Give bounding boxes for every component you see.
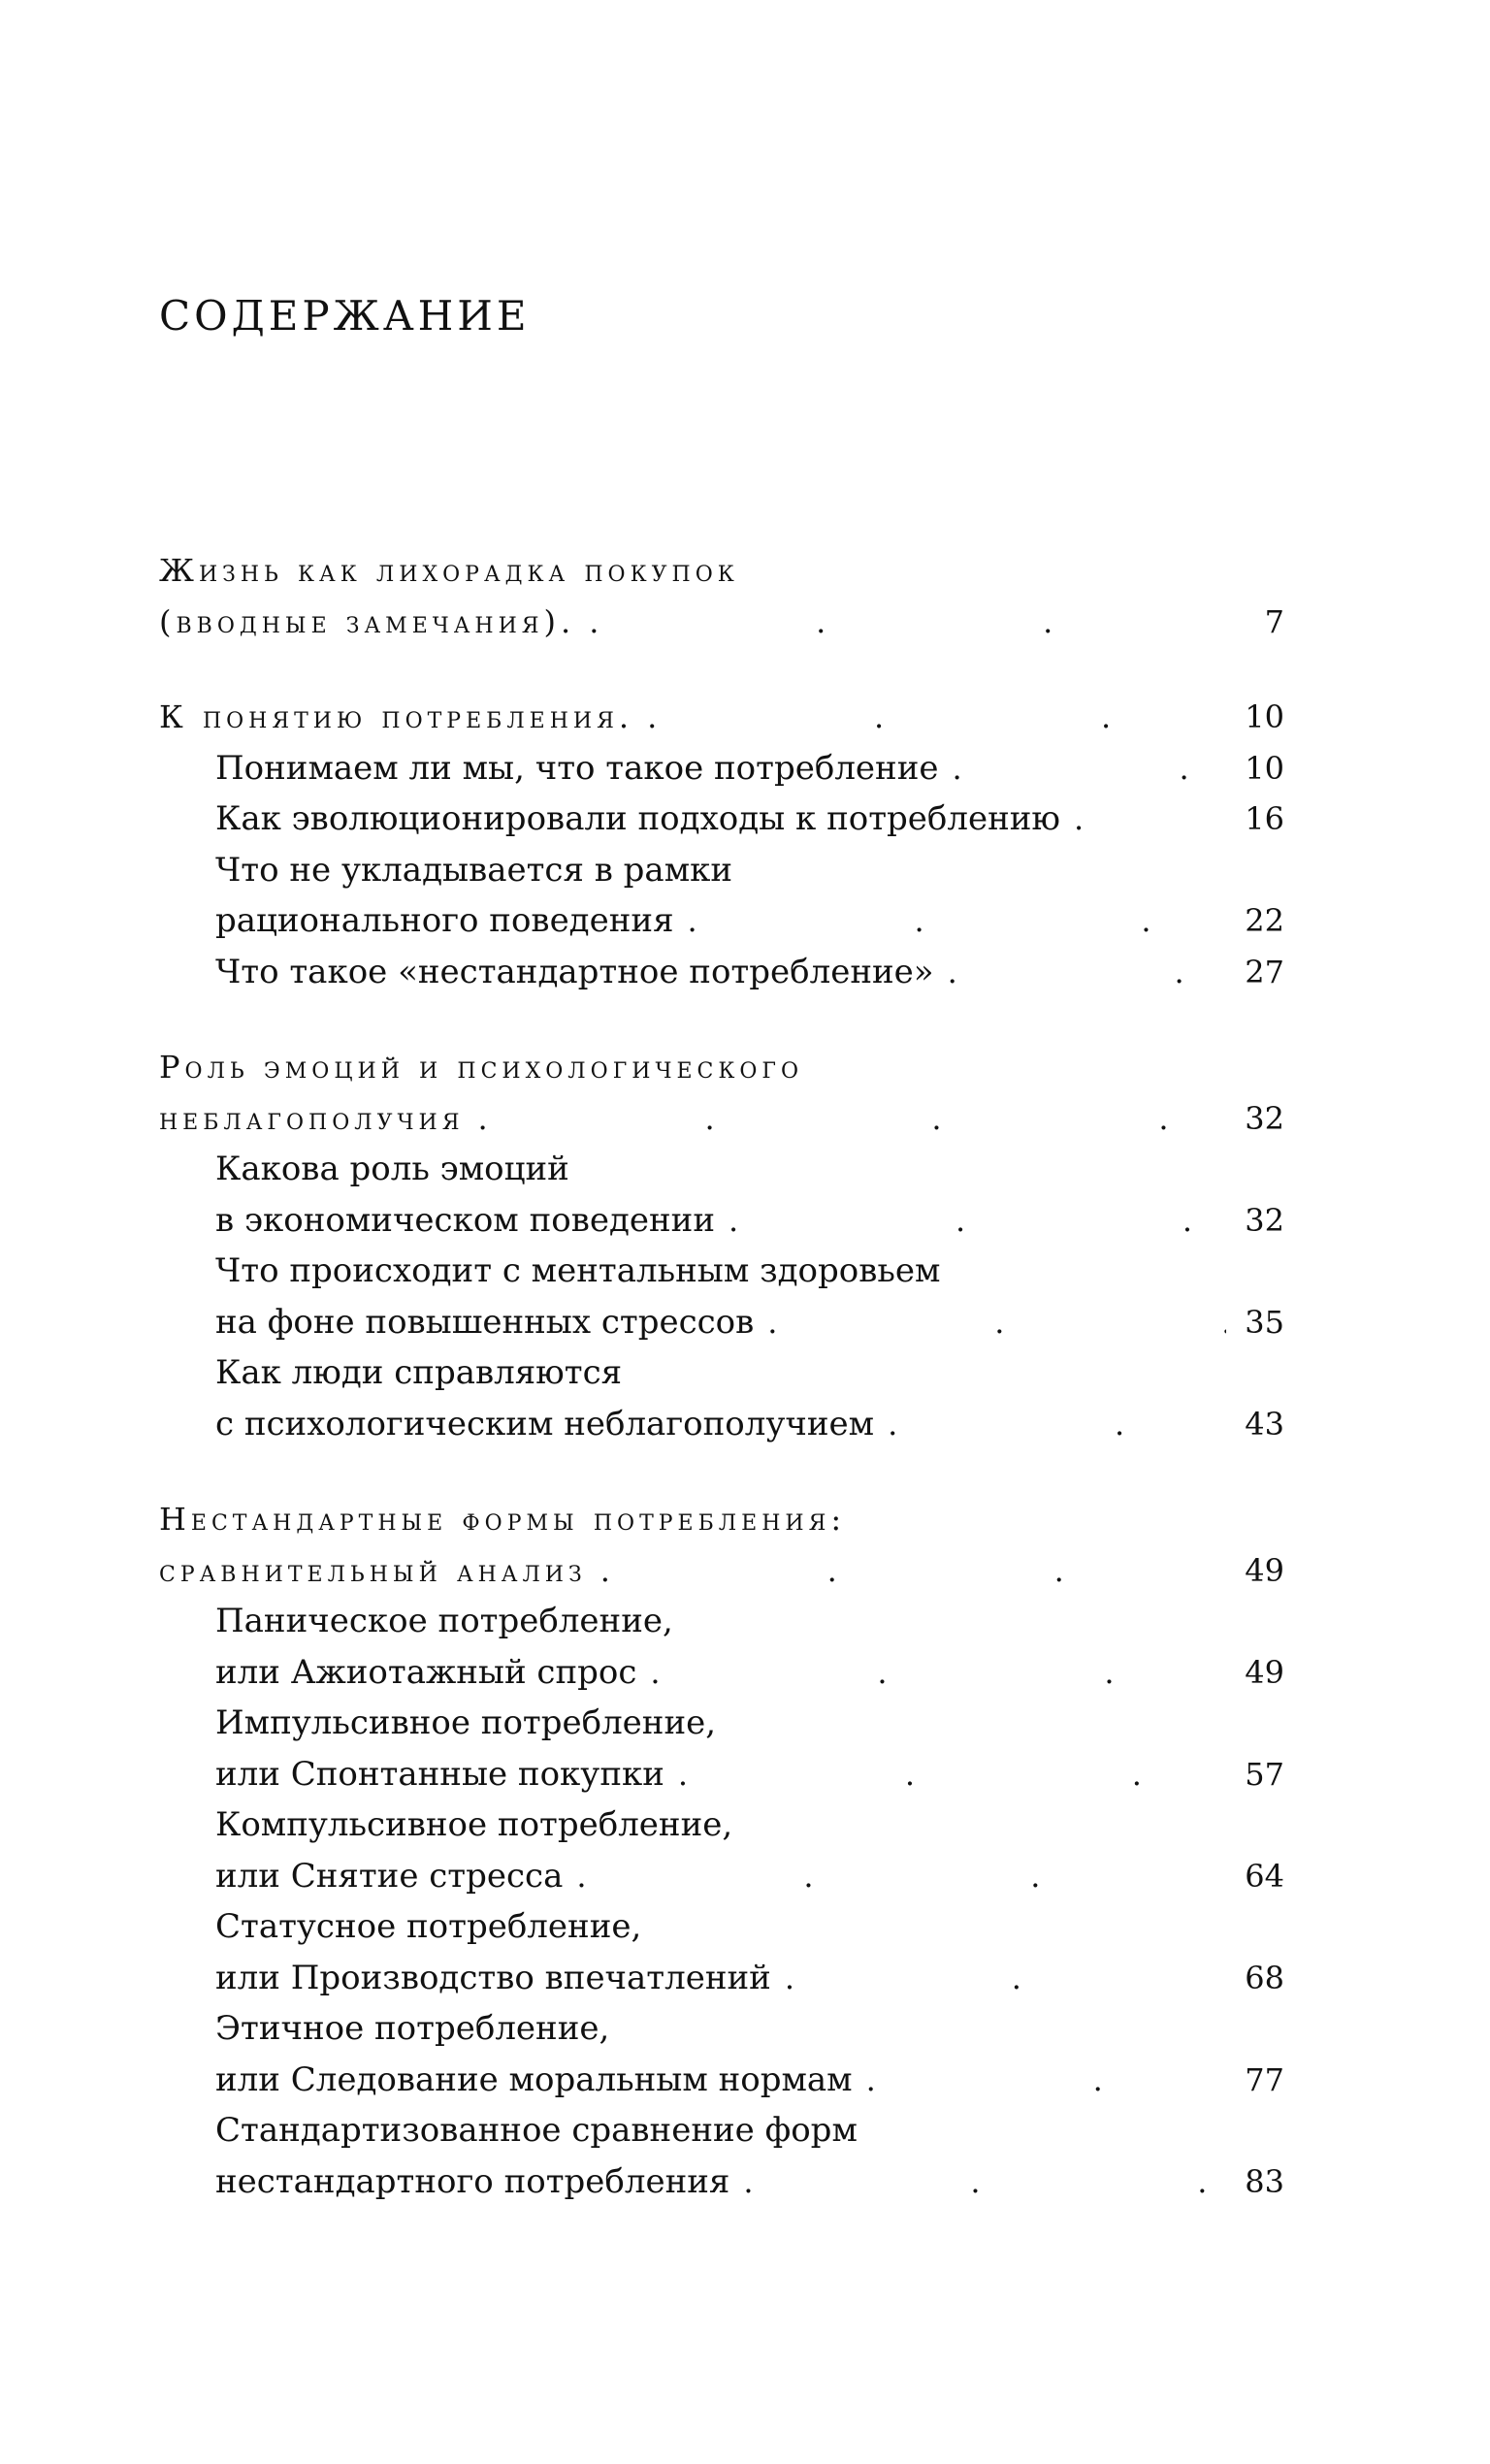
toc-sub-entry[interactable] (159, 1647, 1284, 1699)
toc-sub-entry[interactable] (159, 2003, 1284, 2055)
toc-leader-dots (729, 2156, 1226, 2208)
toc-leader-dots (771, 1953, 1226, 2004)
toc-page-number: 27 (1245, 953, 1284, 990)
toc-title: СОДЕРЖАНИЕ (159, 292, 531, 340)
toc-sub-entry[interactable] (159, 1698, 1284, 1749)
toc-page-number: 22 (1245, 902, 1284, 939)
toc-leader-dots (464, 1093, 1226, 1145)
toc-part-entry[interactable] (159, 597, 1284, 648)
toc-part-entry[interactable] (159, 692, 1284, 743)
toc-sub-entry[interactable] (159, 1851, 1284, 1902)
toc-section (159, 545, 1284, 647)
toc-leader-dots (575, 597, 1226, 648)
toc-entry-text: Нестандартные формы потребления: (159, 1501, 847, 1538)
toc-sub-entry[interactable] (159, 1596, 1284, 1647)
toc-sub-entry[interactable] (159, 1347, 1284, 1399)
toc-entry-text: или Производство впечатлений (215, 1958, 771, 1997)
toc-entry-text: Как эволюционировали подходы к потреблению (215, 799, 1061, 838)
toc-entry-text: в экономическом поведении (215, 1200, 715, 1240)
toc-entry-text: К понятию потребления. (159, 698, 634, 735)
toc-sub-entry[interactable] (159, 2156, 1284, 2208)
toc-part-entry[interactable] (159, 1042, 1284, 1093)
toc-entry-text: Жизнь как лихорадка покупок (159, 552, 739, 589)
toc-page-number: 49 (1245, 1653, 1284, 1691)
toc-part-entry[interactable] (159, 1545, 1284, 1597)
toc-entry-text: нестандартного потребления (215, 2161, 730, 2201)
toc-entry-text: сравнительный анализ (159, 1551, 587, 1589)
toc-entry-text: неблагополучия (159, 1099, 465, 1137)
toc-leader-dots (587, 1545, 1226, 1597)
toc-sub-entry[interactable] (159, 2105, 1284, 2156)
toc-leader-dots (1060, 794, 1226, 845)
toc-leader-dots (934, 947, 1226, 998)
toc-entry-text: с психологическим неблагополучием (215, 1404, 875, 1443)
toc-page-number: 35 (1245, 1303, 1284, 1341)
toc-entry-text: на фоне повышенных стрессов (215, 1302, 755, 1342)
toc-sub-entry[interactable] (159, 794, 1284, 845)
toc-entry-text: (вводные замечания). (159, 602, 576, 640)
toc-list (159, 545, 1284, 2207)
toc-page-number: 64 (1245, 1857, 1284, 1895)
toc-sub-entry[interactable] (159, 2055, 1284, 2106)
toc-entry-text: Роль эмоций и психологического (159, 1049, 804, 1086)
toc-entry-text: Что происходит с ментальным здоровьем (215, 1251, 941, 1290)
toc-entry-text: Что такое «нестандартное потребление» (215, 952, 934, 991)
toc-page-number: 83 (1245, 2162, 1284, 2200)
toc-sub-entry[interactable] (159, 1195, 1284, 1247)
toc-page-number: 16 (1245, 800, 1284, 837)
toc-sub-entry[interactable] (159, 895, 1284, 947)
toc-leader-dots (674, 895, 1226, 947)
toc-entry-text: Компульсивное потребление, (215, 1805, 733, 1844)
toc-sub-entry[interactable] (159, 1799, 1284, 1851)
toc-page-number: 10 (1245, 749, 1284, 787)
toc-part-entry[interactable] (159, 1494, 1284, 1545)
toc-page-number: 10 (1245, 698, 1284, 735)
toc-leader-dots (633, 692, 1226, 743)
toc-entry-text: Этичное потребление, (215, 2009, 610, 2048)
toc-page-number: 49 (1245, 1551, 1284, 1589)
toc-sub-entry[interactable] (159, 947, 1284, 998)
toc-part-entry[interactable] (159, 545, 1284, 597)
toc-sub-entry[interactable] (159, 1144, 1284, 1195)
toc-entry-text: Паническое потребление, (215, 1602, 673, 1640)
toc-entry-text: рационального поведения (215, 901, 674, 940)
toc-sub-entry[interactable] (159, 1297, 1284, 1348)
toc-section (159, 692, 1284, 997)
toc-page-number: 43 (1245, 1405, 1284, 1443)
toc-page-number: 57 (1245, 1755, 1284, 1793)
toc-entry-text: Как люди справляются (215, 1353, 623, 1392)
toc-entry-text: Что не укладывается в рамки (215, 850, 733, 890)
toc-sub-entry[interactable] (159, 1246, 1284, 1297)
toc-leader-dots (853, 2055, 1226, 2106)
toc-leader-dots (754, 1297, 1226, 1348)
toc-page-number: 77 (1245, 2060, 1284, 2098)
toc-entry-text: или Спонтанные покупки (215, 1754, 664, 1794)
toc-entry-text: Какова роль эмоций (215, 1150, 569, 1188)
toc-page-number: 68 (1245, 1959, 1284, 1996)
toc-section (159, 1042, 1284, 1449)
toc-page-number: 32 (1245, 1099, 1284, 1137)
toc-sub-entry[interactable] (159, 845, 1284, 896)
toc-part-entry[interactable] (159, 1093, 1284, 1145)
toc-sub-entry[interactable] (159, 1953, 1284, 2004)
toc-entry-text: Понимаем ли мы, что такое потребление (215, 748, 939, 788)
toc-entry-text: Стандартизованное сравнение форм (215, 2111, 858, 2150)
toc-sub-entry[interactable] (159, 743, 1284, 794)
toc-entry-text: или Следование моральным нормам (215, 2059, 853, 2099)
toc-leader-dots (938, 743, 1226, 794)
toc-entry-text: Импульсивное потребление, (215, 1703, 717, 1742)
toc-page (159, 291, 1284, 2252)
toc-entry-text: или Ажиотажный спрос (215, 1652, 637, 1692)
toc-leader-dots (874, 1399, 1226, 1450)
toc-page-number: 7 (1264, 602, 1284, 640)
toc-entry-text: или Снятие стресса (215, 1856, 564, 1896)
toc-sub-entry[interactable] (159, 1399, 1284, 1450)
toc-leader-dots (715, 1195, 1226, 1247)
toc-sub-entry[interactable] (159, 1749, 1284, 1800)
toc-leader-dots (563, 1851, 1226, 1902)
toc-leader-dots (664, 1749, 1226, 1800)
toc-entry-text: Статусное потребление, (215, 1907, 642, 1946)
toc-leader-dots (636, 1647, 1226, 1699)
toc-page-number: 32 (1245, 1201, 1284, 1239)
toc-sub-entry[interactable] (159, 1901, 1284, 1953)
toc-section (159, 1494, 1284, 2207)
